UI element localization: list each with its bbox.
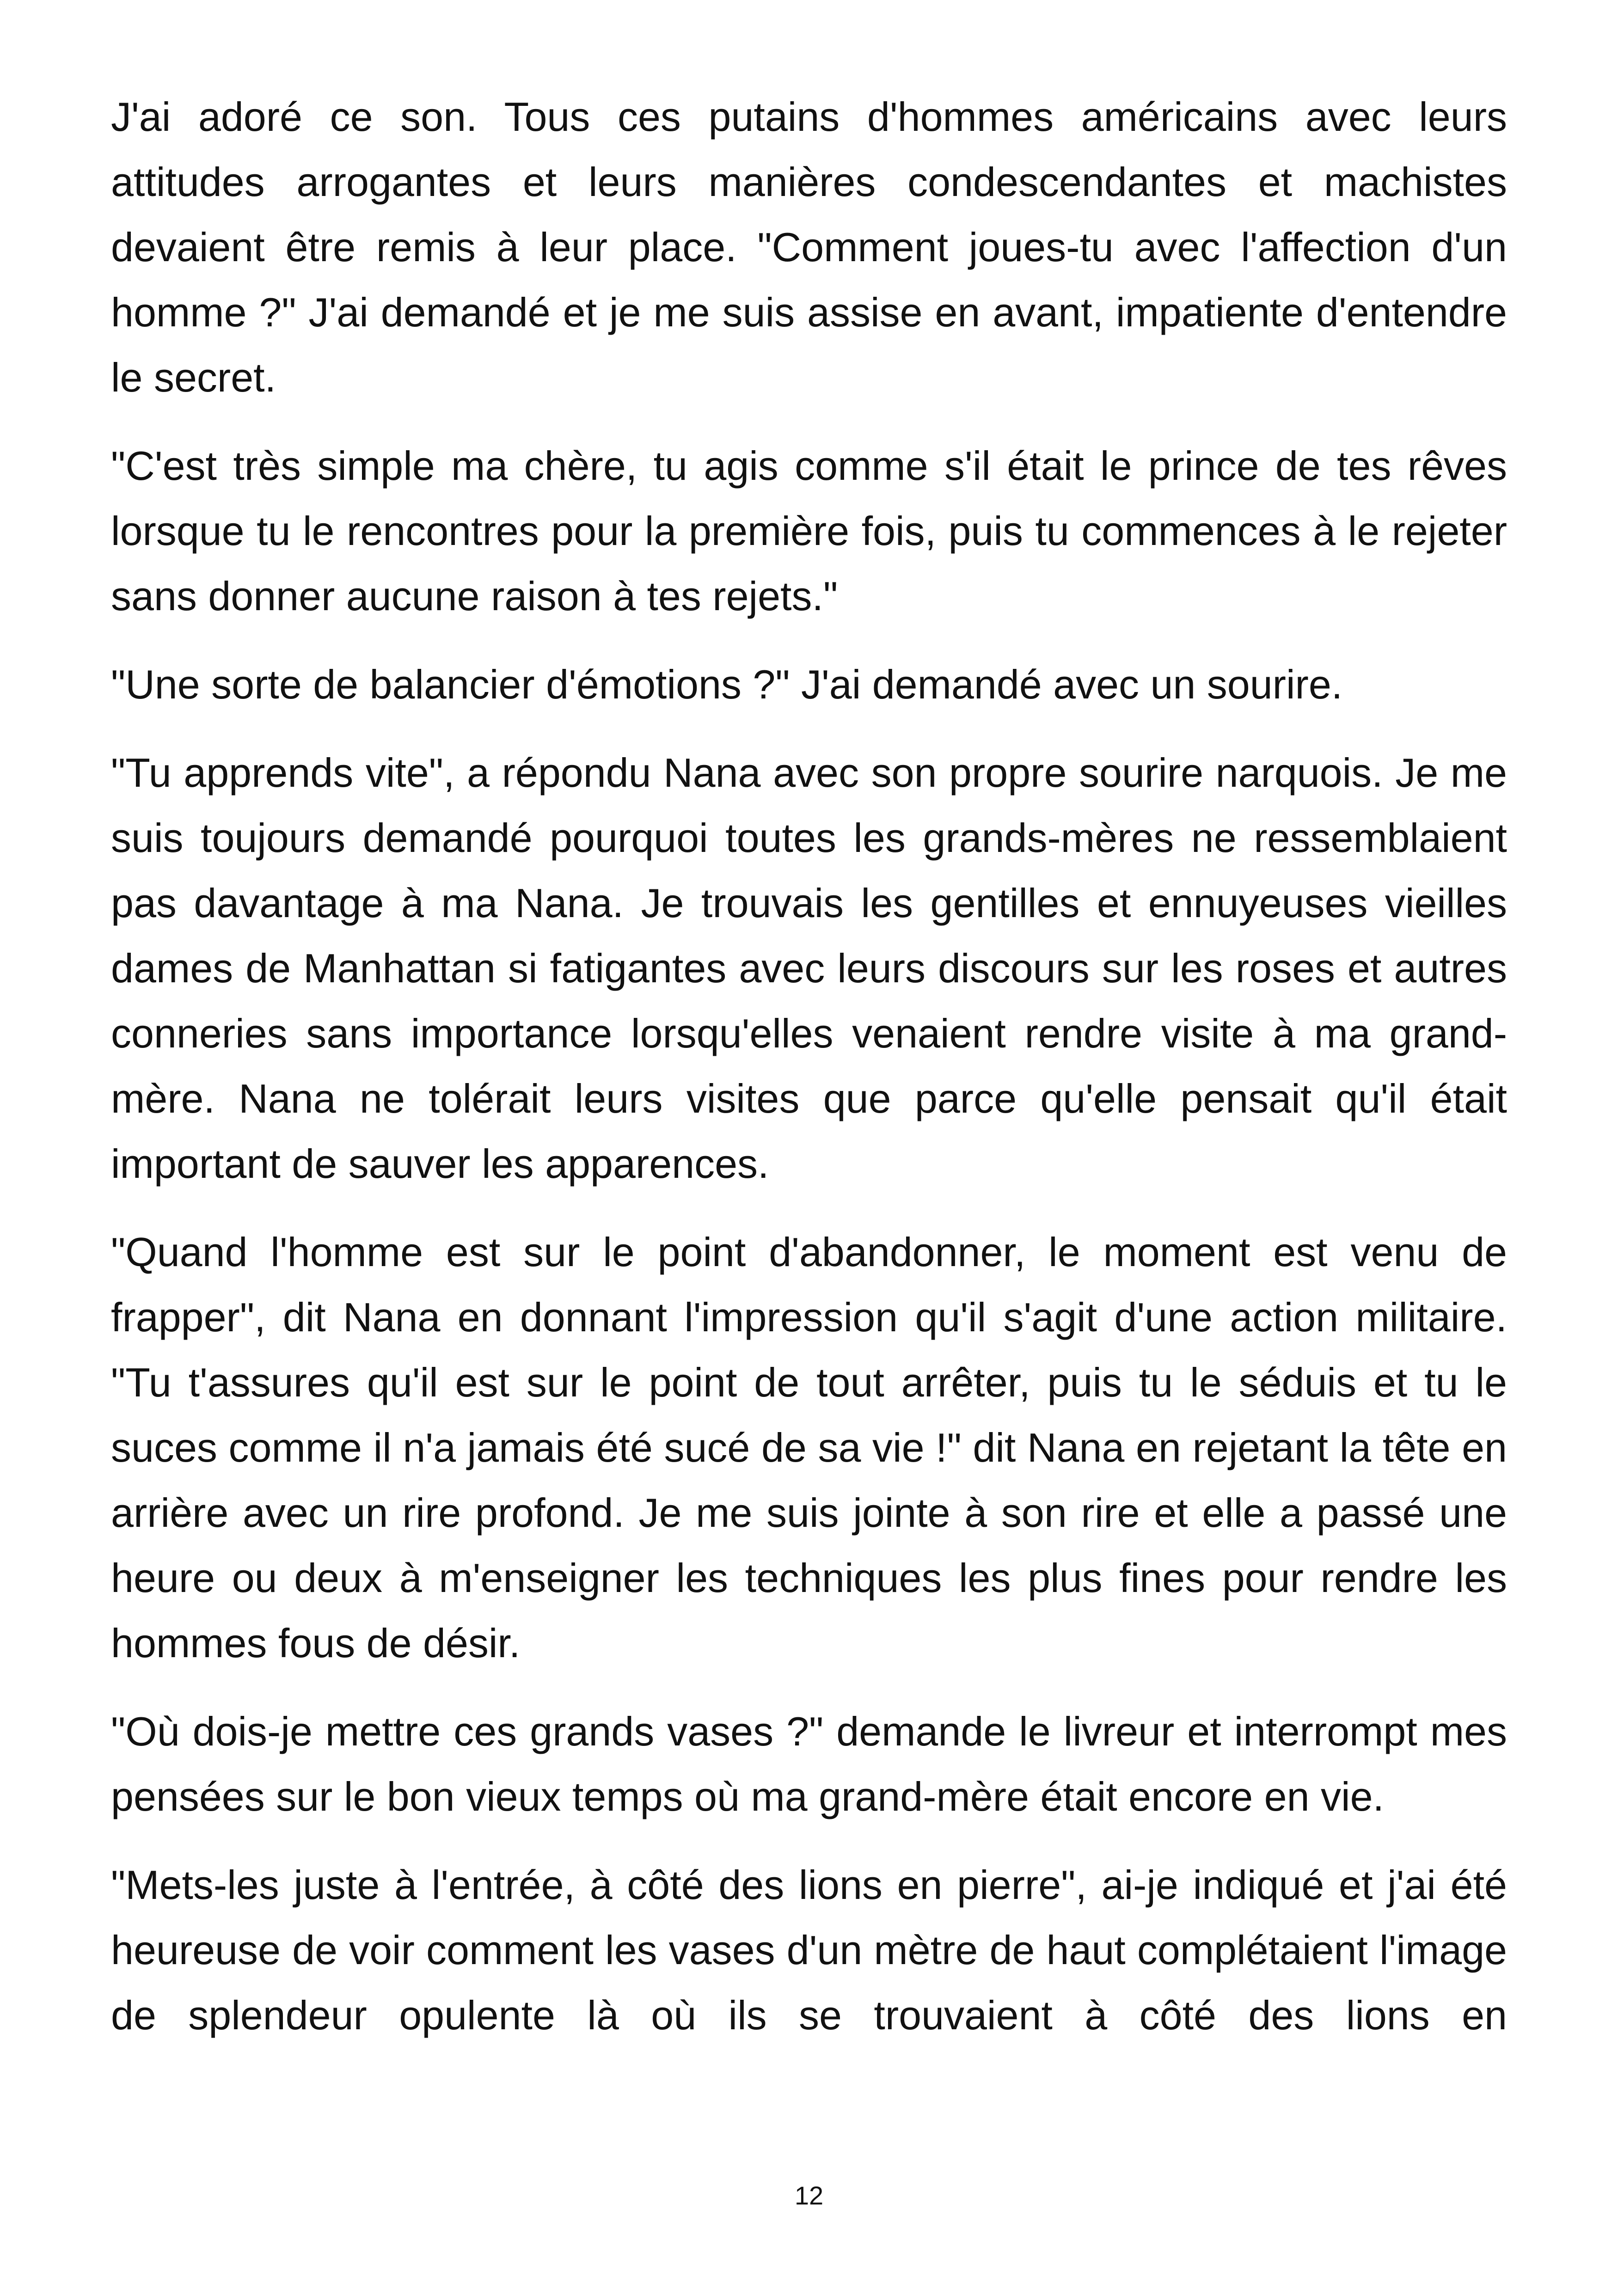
paragraph-6: "Où dois-je mettre ces grands vases ?" demande le livreur et interrompt mes pensées sur le bon vieux temps où ma grand-mère était encore en vie. [111, 1708, 1507, 1819]
paragraph-5: "Quand l'homme est sur le point d'abandonner, le moment est venu de frapper", dit Nana en donnant l'impression qu'il s'agit d'une action militaire. "Tu t'assures qu'il est sur le point de tout arrêter, puis tu le séduis et tu le suces comme il n'a jamais été sucé de sa vie !" dit Nana en rejetant la tête en arrière avec un rire profond. Je me suis jointe à son rire et elle a passé une heure ou deux à m'enseigner les techniques les plus fines pour rendre les hommes fous de désir. [111, 1229, 1507, 1666]
body-text [111, 84, 1507, 2071]
paragraph-7: "Mets-les juste à l'entrée, à côté des lions en pierre", ai-je indiqué et j'ai été heureuse de voir comment les vases d'un mètre de haut complétaient l'image de splendeur opulente là où ils se trouvaient à côté des lions en [111, 1862, 1507, 2038]
paragraph-2: "C'est très simple ma chère, tu agis comme s'il était le prince de tes rêves lorsque tu le rencontres pour la première fois, puis tu commences à le rejeter sans donner aucune raison à tes rejets." [111, 443, 1507, 619]
paragraph-1: J'ai adoré ce son. Tous ces putains d'hommes américains avec leurs attitudes arrogantes et leurs manières condescendantes et machistes devaient être remis à leur place. "Comment joues-tu avec l'affection d'un homme ?" J'ai demandé et je me suis assise en avant, impatiente d'entendre le secret. [111, 94, 1507, 400]
page-number: 12 [794, 2181, 824, 2210]
paragraph-3: "Une sorte de balancier d'émotions ?" J'ai demandé avec un sourire. [111, 661, 1343, 707]
paragraph-4: "Tu apprends vite", a répondu Nana avec son propre sourire narquois. Je me suis toujours demandé pourquoi toutes les grands-mères ne ressemblaient pas davantage à ma Nana. Je trouvais les gentilles et ennuyeuses vieilles dames de Manhattan si fatigantes avec leurs discours sur les roses et autres conneries sans importance lorsqu'elles venaient rendre visite à ma grand-mère. Nana ne tolérait leurs visites que parce qu'elle pensait qu'il était important de sauver les apparences. [111, 750, 1507, 1187]
